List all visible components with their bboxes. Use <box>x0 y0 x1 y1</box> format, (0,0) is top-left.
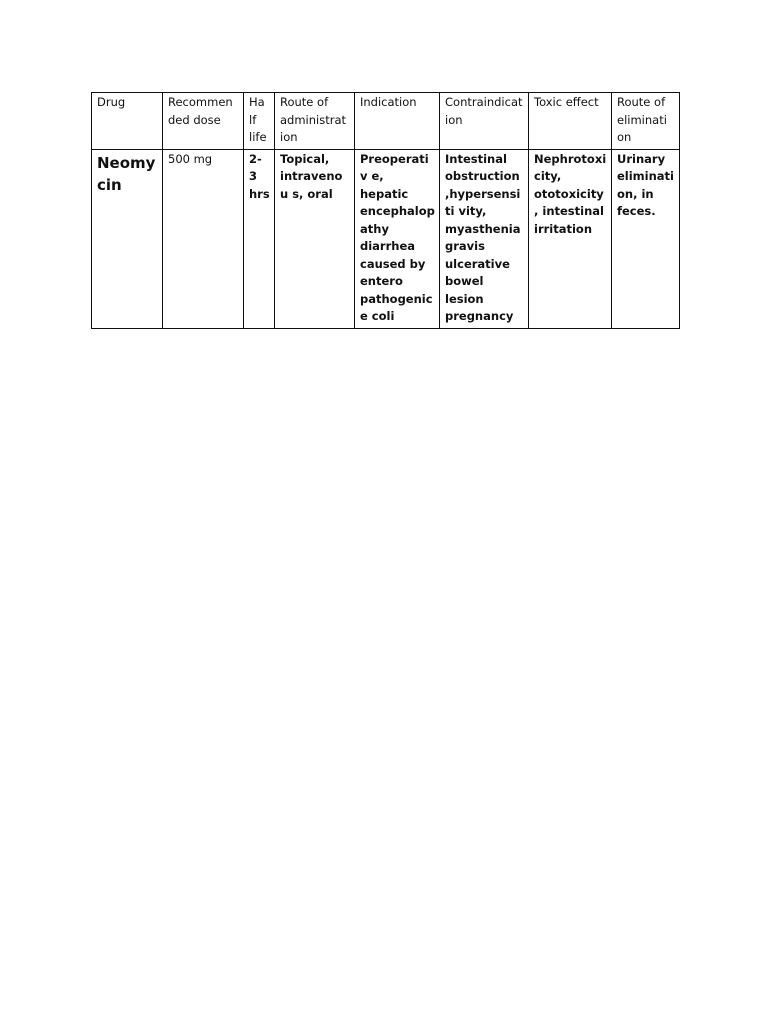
cell-route-of-administration: Topical, intravenou s, oral <box>275 149 355 328</box>
header-half-life: Ha lf life <box>244 93 275 150</box>
header-route-of-elimination: Route of eliminati on <box>612 93 680 150</box>
drug-table <box>91 92 680 329</box>
header-drug: Drug <box>92 93 163 150</box>
cell-indication: Preoperativ e, hepatic encephalop athy diarrhea caused by entero pathogenic e coli <box>355 149 440 328</box>
cell-route-of-elimination: Urinary eliminati on, in feces. <box>612 149 680 328</box>
cell-toxic-effect: Nephrotoxi city, ototoxicity, intestinal irritation <box>529 149 612 328</box>
cell-half-life: 2- 3 hrs <box>244 149 275 328</box>
table-header-row <box>92 93 680 150</box>
header-toxic-effect: Toxic effect <box>529 93 612 150</box>
header-indication: Indication <box>355 93 440 150</box>
header-contraindication: Contraindicat ion <box>440 93 529 150</box>
header-route-of-administration: Route of administrat ion <box>275 93 355 150</box>
cell-drug: Neomy cin <box>92 149 163 328</box>
cell-dose: 500 mg <box>163 149 244 328</box>
cell-contraindication: Intestinal obstruction ,hypersensiti vity, myasthenia gravis ulcerative bowel lesion pregnancy <box>440 149 529 328</box>
header-recommended-dose: Recommen ded dose <box>163 93 244 150</box>
table-row <box>92 149 680 328</box>
